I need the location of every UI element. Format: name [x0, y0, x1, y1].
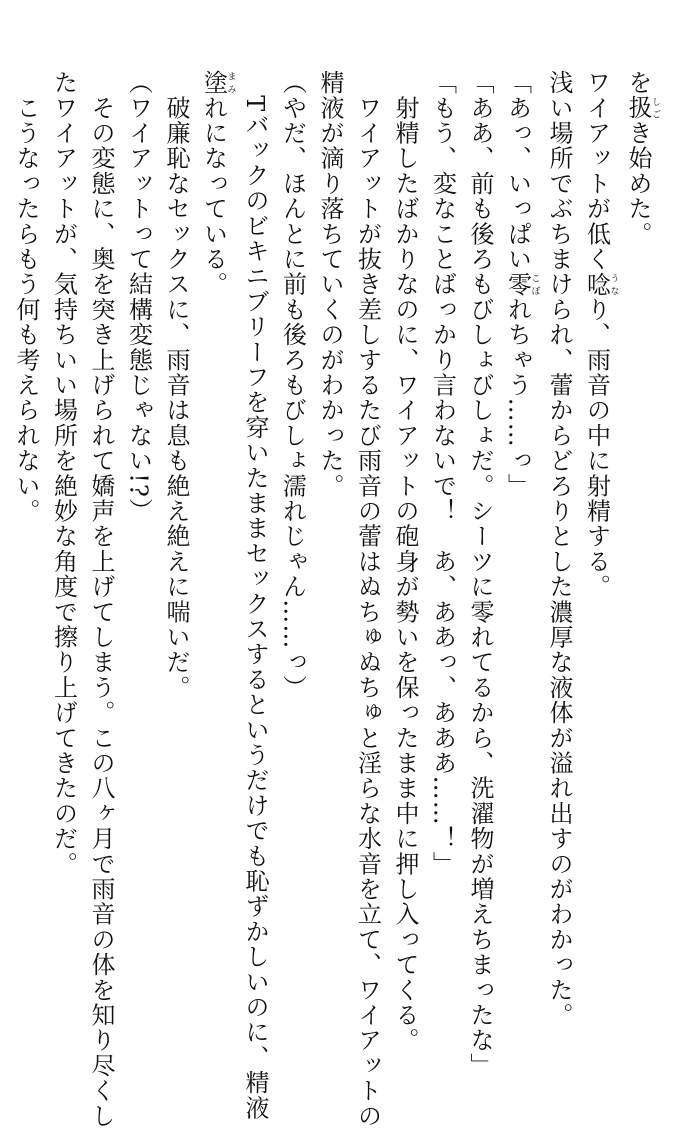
text-line [82, 70, 120, 1128]
ruby-reading: うな [608, 271, 619, 297]
text-line [348, 70, 386, 1128]
ruby-reading: まみ [225, 70, 236, 96]
text-segment: 射精したばかりなのに、ワイアットの砲身が勢いを保ったまま中に押し入ってくる。 [391, 70, 419, 1053]
ruby-annotated-word [503, 271, 540, 297]
vertical-text-body [7, 70, 661, 1128]
text-segment: 浅い場所でぶちまけられ、蕾からどろりとした濃厚な液体が溢れ出すのがわかった。 [545, 70, 573, 1028]
text-line [44, 70, 82, 970]
text-segment: （やだ、ほんとに前も後ろもびしょ濡れじゃん……っ） [278, 70, 307, 700]
text-segment: 破廉恥なセックスに、雨音は息も絶え絶えに喘いだ。 [162, 70, 190, 700]
text-line [423, 70, 461, 970]
text-line [577, 70, 619, 970]
text-segment: 「もう、変なことばっかり言わないで！ あ、ああっ、あああ……！」 [428, 70, 457, 877]
ruby-annotated-word [582, 271, 619, 297]
text-segment: その変態に、奥を突き上げられて嬌声を上げてしまう。この八ヶ月で雨音の体を知り尽くし [87, 70, 115, 1128]
text-line [273, 70, 311, 970]
text-segment: り、雨音の中に射精する。 [582, 296, 611, 600]
text-segment: たワイアットが、気持ちいい場所を絶妙な角度で擦り上げてきたのだ。 [49, 70, 78, 877]
text-segment: き始めた。 [624, 120, 652, 247]
text-segment: ワイアットが低く [582, 70, 611, 272]
text-segment: （ワイアットって結構変態じゃない!?） [124, 70, 153, 524]
text-line [7, 70, 45, 970]
ruby-base: 扱 [624, 95, 652, 121]
text-segment: を [624, 70, 652, 96]
text-segment: こうなったらもう何も考えられない。 [12, 70, 40, 524]
text-line [236, 70, 274, 1121]
text-line [311, 70, 349, 970]
ruby-reading: しご [650, 95, 660, 121]
text-line [498, 70, 540, 970]
text-line [619, 70, 661, 970]
text-segment: 精液が滴り落ちていくのがわかった。 [316, 70, 344, 499]
ruby-annotated-word [199, 70, 236, 96]
text-line [119, 70, 157, 970]
ruby-annotated-word [624, 95, 660, 121]
text-segment: れになっている。 [199, 95, 228, 297]
ruby-base: 唸 [582, 271, 611, 297]
ruby-base: 零 [503, 271, 532, 297]
text-line [386, 70, 424, 1053]
text-line [461, 70, 499, 1078]
text-segment: ワイアットが抜き差しするたび雨音の蕾はぬちゅぬちゅと淫らな水音を立て、ワイアットの [353, 70, 382, 1128]
text-segment: 「あっ、いっぱい [503, 70, 532, 272]
text-segment: 「ああ、前も後ろもびしょびしょだ。シーツに零れてるから、洗濯物が増えちまったな」 [466, 70, 494, 1078]
text-line [157, 70, 195, 970]
text-segment: れちゃう……っ」 [503, 296, 532, 499]
text-segment: Tバックのビキニブリーフを穿いたままセックスするというだけでも恥ずかしいのに、精液 [241, 70, 269, 1121]
text-line [540, 70, 578, 1028]
ruby-reading: こぼ [529, 271, 540, 297]
text-line [194, 70, 236, 970]
ruby-base: 塗 [199, 70, 228, 96]
